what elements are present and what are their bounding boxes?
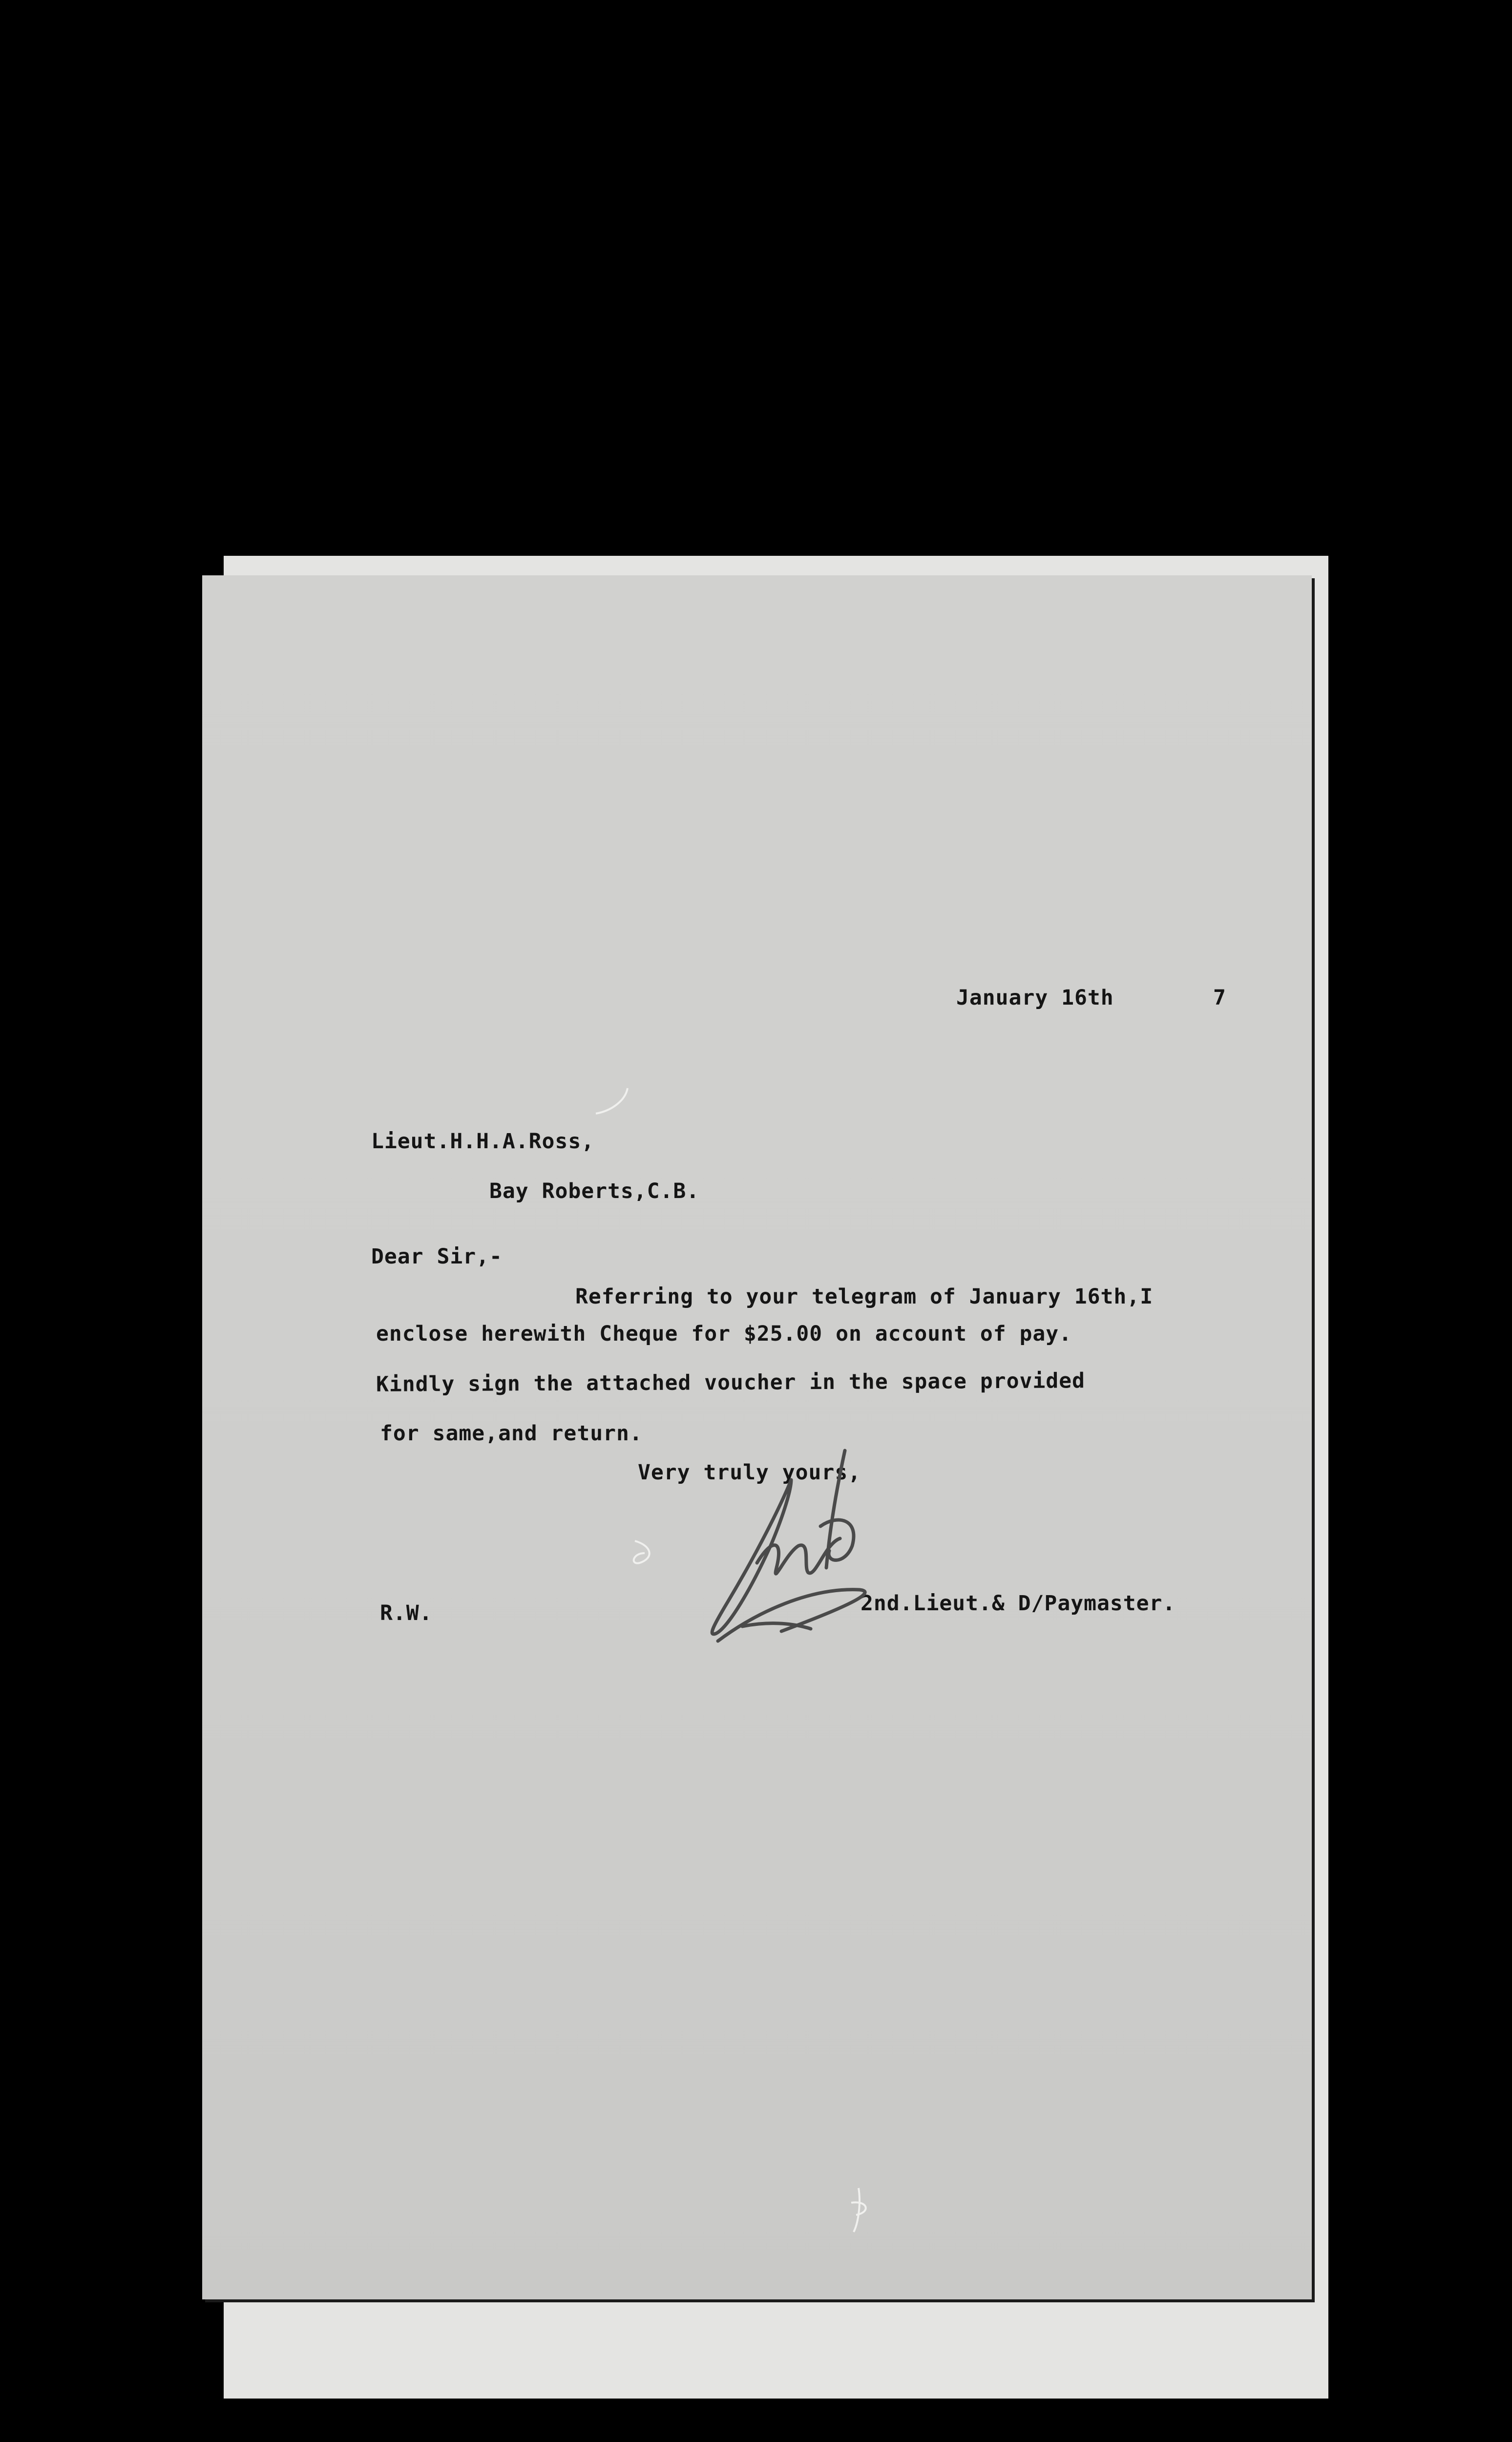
handwritten-signature [698,1441,928,1665]
body-line: Kindly sign the attached voucher in the space provided [376,1368,1086,1397]
pencil-mark [625,1534,664,1573]
salutation: Dear Sir,- [371,1244,503,1269]
typist-initials: R.W. [380,1601,433,1625]
pencil-mark [591,1084,635,1118]
letter-page [202,575,1312,2299]
body-line: for same,and return. [380,1421,643,1446]
letter-date: January 16th [956,986,1114,1010]
body-line: enclose herewith Cheque for $25.00 on account of pay. [376,1322,1072,1346]
reference-number: 7 [1213,986,1226,1010]
recipient-name: Lieut.H.H.A.Ross, [371,1129,595,1154]
closing: Very truly yours, [638,1460,861,1485]
recipient-place: Bay Roberts,C.B. [489,1179,700,1203]
body-line: Referring to your telegram of January 16th,I [575,1284,1154,1309]
signatory-title: 2nd.Lieut.& D/Paymaster. [861,1591,1176,1616]
pencil-mark [844,2183,878,2237]
